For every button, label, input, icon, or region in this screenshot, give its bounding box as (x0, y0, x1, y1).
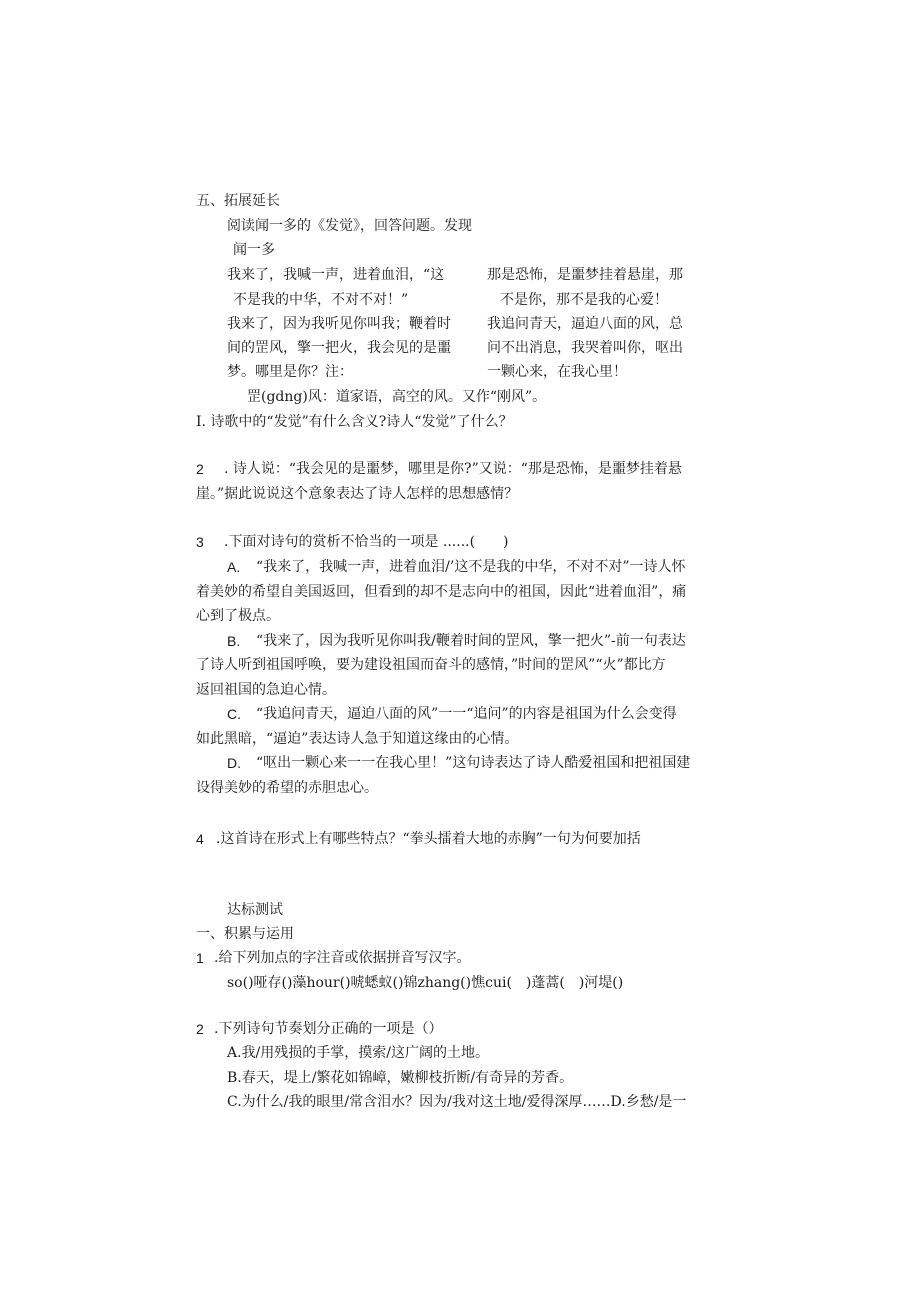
option-a-text: 着美妙的希望自美国返回，但看到的却不是志向中的祖国，因此“进着血泪”，痛 (196, 584, 687, 600)
question-2-number: 2 (196, 461, 204, 477)
poem-left-line: 我来了，因为我听见你叫我；鞭着时 (227, 316, 451, 332)
test-question-2-number: 2 (196, 1021, 204, 1037)
poem-right-line: 一颗心来，在我心里！ (487, 364, 627, 380)
option-c-label: C. (227, 706, 241, 722)
poem-left-line: 不是我的中华，不对不对！” (233, 292, 409, 308)
rhythm-option-b: B.春天，堤上/繁花如锦嶂，嫩柳枝折断/有奇异的芳香。 (227, 1070, 574, 1086)
question-4-number: 4 (196, 831, 204, 847)
part-heading: 一、积累与运用 (196, 926, 294, 942)
option-b-text: 返回祖国的急迫心情。 (196, 682, 336, 698)
question-3-number: 3 (196, 534, 204, 550)
poem-left-line: 梦。哪里是你？注： (227, 364, 353, 380)
poem-author: 闻一多 (233, 242, 275, 258)
option-b-label: B. (227, 633, 241, 649)
test-title: 达标测试 (227, 902, 283, 918)
poem-right-line: 我追问青天，逼迫八面的风，总 (487, 316, 683, 332)
section-heading: 五、拓展延长 (196, 193, 280, 209)
question-2-text: . 诗人说：“我会见的是噩梦，哪里是你?”又说：“那是恐怖，是噩梦挂着悬 (224, 461, 682, 477)
poem-right-line: 那是恐怖，是噩梦挂着悬崖，那 (487, 267, 683, 283)
question-2-text: 崖。”据此说说这个意象表达了诗人怎样的思想感情？ (196, 486, 519, 502)
test-question-2-stem: .下列诗句节奏划分正确的一项是（） (214, 1021, 443, 1037)
question-1: I. 诗歌中的“发觉”有什么含义?诗人“发觉”了什么？ (196, 414, 513, 430)
test-question-1-number: 1 (196, 950, 204, 966)
reading-intro: 阅读闻一多的《发觉》，回答问题。发现 (227, 218, 472, 234)
option-d-label: D. (227, 755, 241, 771)
option-b-text: 了诗人听到祖国呼唤，要为建设祖国而奋斗的感情，”时间的罡风”“火”都比方 (196, 657, 666, 673)
poem-left-line: 我来了，我喊一声，进着血泪，“这 (227, 267, 445, 283)
option-d-text: “呕出一颗心来一一在我心里！”这句诗表达了诗人酷爱祖国和把祖国建 (256, 755, 691, 771)
poem-right-line: 不是你，那不是我的心爱！ (500, 292, 668, 308)
rhythm-option-a: A.我/用残损的手掌，摸索/这广阔的土地。 (227, 1045, 489, 1061)
option-a-text: 心到了极点。 (196, 608, 280, 624)
option-b-text: “我来了，因为我听见你叫我/鞭着时间的罡风，擎一把火”-前一句表达 (256, 633, 686, 649)
option-c-text: “我追问青天，逼迫八面的风”一一“追问”的内容是祖国为什么会变得 (256, 706, 677, 722)
option-a-label: A. (227, 559, 241, 575)
poem-left-line: 间的罡风，擎一把火，我会见的是噩 (227, 340, 451, 356)
option-c-text: 如此黑暗，“逼迫”表达诗人急于知道这缘由的心情。 (196, 731, 519, 747)
poem-right-line: 问不出消息，我哭着叫你，呕出 (487, 340, 683, 356)
poem-note: 罡(gdng)风：道家语，高空的风。又作“刚风”。 (247, 389, 547, 405)
option-d-text: 设得美妙的希望的赤胆忠心。 (196, 780, 378, 796)
option-a-text: “我来了，我喊一声，进着血泪/’这不是我的中华，不对不对”一诗人怀 (256, 559, 686, 575)
question-4-text: .这首诗在形式上有哪些特点？“拳头擂着大地的赤胸”一句为何要加括 (216, 831, 641, 847)
rhythm-option-c: C.为什么/我的眼里/常含泪水？因为/我对这土地/爱得深厚……D.乡愁/是一 (227, 1094, 687, 1110)
pinyin-items: so()哑存()藻hour()唬蟋蚁()锦zhang()憔cui( )蓬蒿( )河堤() (227, 975, 624, 991)
test-question-1-stem: .给下列加点的字注音或依据拼音写汉字。 (214, 950, 471, 966)
question-3-stem: .下面对诗句的赏析不恰当的一项是 ......( ) (224, 534, 509, 550)
